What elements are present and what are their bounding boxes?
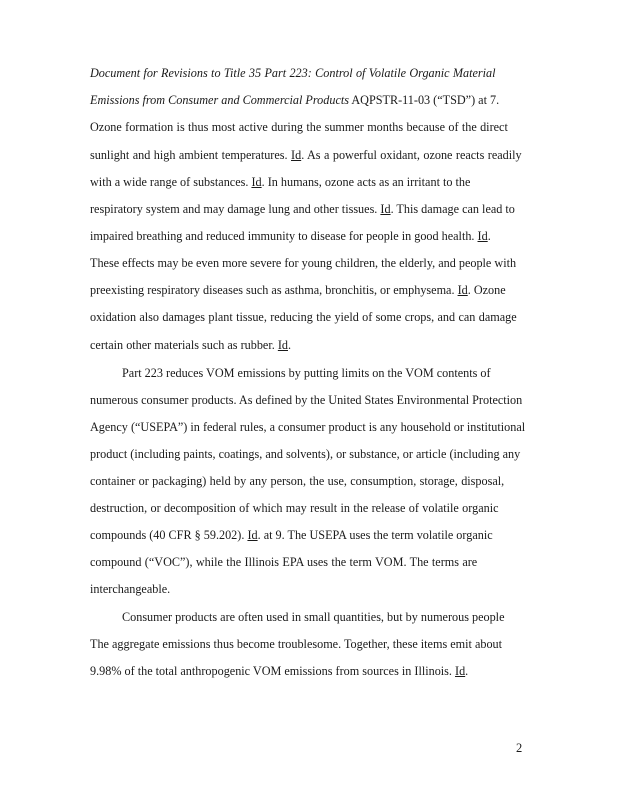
id-citation: Id: [277, 338, 288, 352]
text-line: [90, 338, 291, 352]
text-run: These effects may be even more severe for young children, the elderly, and people with: [90, 256, 517, 270]
text-line: [90, 637, 502, 651]
text-line: [90, 310, 517, 324]
text-run: preexisting respiratory diseases such as asthma, bronchitis, or emphysema.: [90, 283, 458, 297]
id-citation: Id: [380, 202, 391, 216]
id-citation: Id: [455, 664, 466, 678]
text-line: [90, 120, 508, 134]
page-number: 2: [516, 741, 523, 755]
text-line: [90, 175, 470, 189]
text-line: [90, 420, 525, 434]
text-run: .: [487, 229, 491, 243]
text-line: [90, 283, 506, 297]
text-run: .: [465, 664, 469, 678]
id-citation: Id: [457, 283, 468, 297]
text-line: [90, 148, 522, 162]
text-run: with a wide range of substances.: [90, 175, 252, 189]
id-citation: Id: [477, 229, 488, 243]
text-run: interchangeable.: [90, 582, 171, 596]
text-line: [90, 582, 170, 596]
text-line: [90, 202, 515, 216]
id-citation: Id: [247, 528, 258, 542]
text-line: [90, 393, 522, 407]
text-run: Consumer products are often used in small quantities, but by numerous people: [122, 610, 505, 624]
text-line: [90, 447, 520, 461]
text-line: [90, 93, 499, 107]
text-run: . This damage can lead to: [390, 202, 515, 216]
text-line: [90, 229, 491, 243]
text-run: oxidation also damages plant tissue, reducing the yield of some crops, and can damage: [90, 310, 517, 324]
paragraph-first-line: [122, 366, 491, 380]
text-run: Document for Revisions to Title 35 Part 223: Control of Volatile Organic Material: [90, 66, 496, 80]
text-line: [90, 664, 468, 678]
id-citation: Id: [291, 148, 302, 162]
text-run: compounds (40 CFR § 59.202).: [90, 528, 248, 542]
text-run: numerous consumer products. As defined by the United States Environmental Protection: [90, 393, 523, 407]
text-line: [90, 66, 496, 80]
text-run: impaired breathing and reduced immunity to disease for people in good health.: [90, 229, 478, 243]
text-run: . Ozone: [467, 283, 506, 297]
text-run: . As a powerful oxidant, ozone reacts readily: [301, 148, 522, 162]
text-line: [90, 555, 477, 569]
text-run: 9.98% of the total anthropogenic VOM emissions from sources in Illinois.: [90, 664, 456, 678]
text-run: Ozone formation is thus most active during the summer months because of the direct: [90, 120, 508, 134]
paragraph-first-line: [122, 610, 504, 624]
text-run: product (including paints, coatings, and solvents), or substance, or article (including any: [90, 447, 521, 461]
text-run: The aggregate emissions thus become troublesome. Together, these items emit about: [90, 637, 503, 651]
text-run: destruction, or decomposition of which may result in the release of volatile organic: [90, 501, 499, 515]
text-run: . In humans, ozone acts as an irritant to the: [261, 175, 471, 189]
text-run: Part 223 reduces VOM emissions by putting limits on the VOM contents of: [122, 366, 491, 380]
text-run: Emissions from Consumer and Commercial Products: [90, 93, 349, 107]
text-run: compound (“VOC”), while the Illinois EPA uses the term VOM. The terms are: [90, 555, 478, 569]
text-line: [90, 528, 493, 542]
text-run: sunlight and high ambient temperatures.: [90, 148, 292, 162]
text-run: .: [287, 338, 292, 352]
id-citation: Id: [251, 175, 262, 189]
text-run: AQPSTR-11-03 (“TSD”) at 7.: [348, 93, 500, 107]
text-line: [90, 474, 504, 488]
text-run: respiratory system and may damage lung and other tissues.: [90, 202, 381, 216]
text-run: . at 9. The USEPA uses the term volatile organic: [257, 528, 493, 542]
text-line: [90, 501, 499, 515]
text-run: Agency (“USEPA”) in federal rules, a consumer product is any household or institutional: [90, 420, 526, 434]
text-run: container or packaging) held by any person, the use, consumption, storage, disposal,: [90, 474, 505, 488]
text-run: certain other materials such as rubber.: [90, 338, 278, 352]
text-line: [90, 256, 516, 270]
